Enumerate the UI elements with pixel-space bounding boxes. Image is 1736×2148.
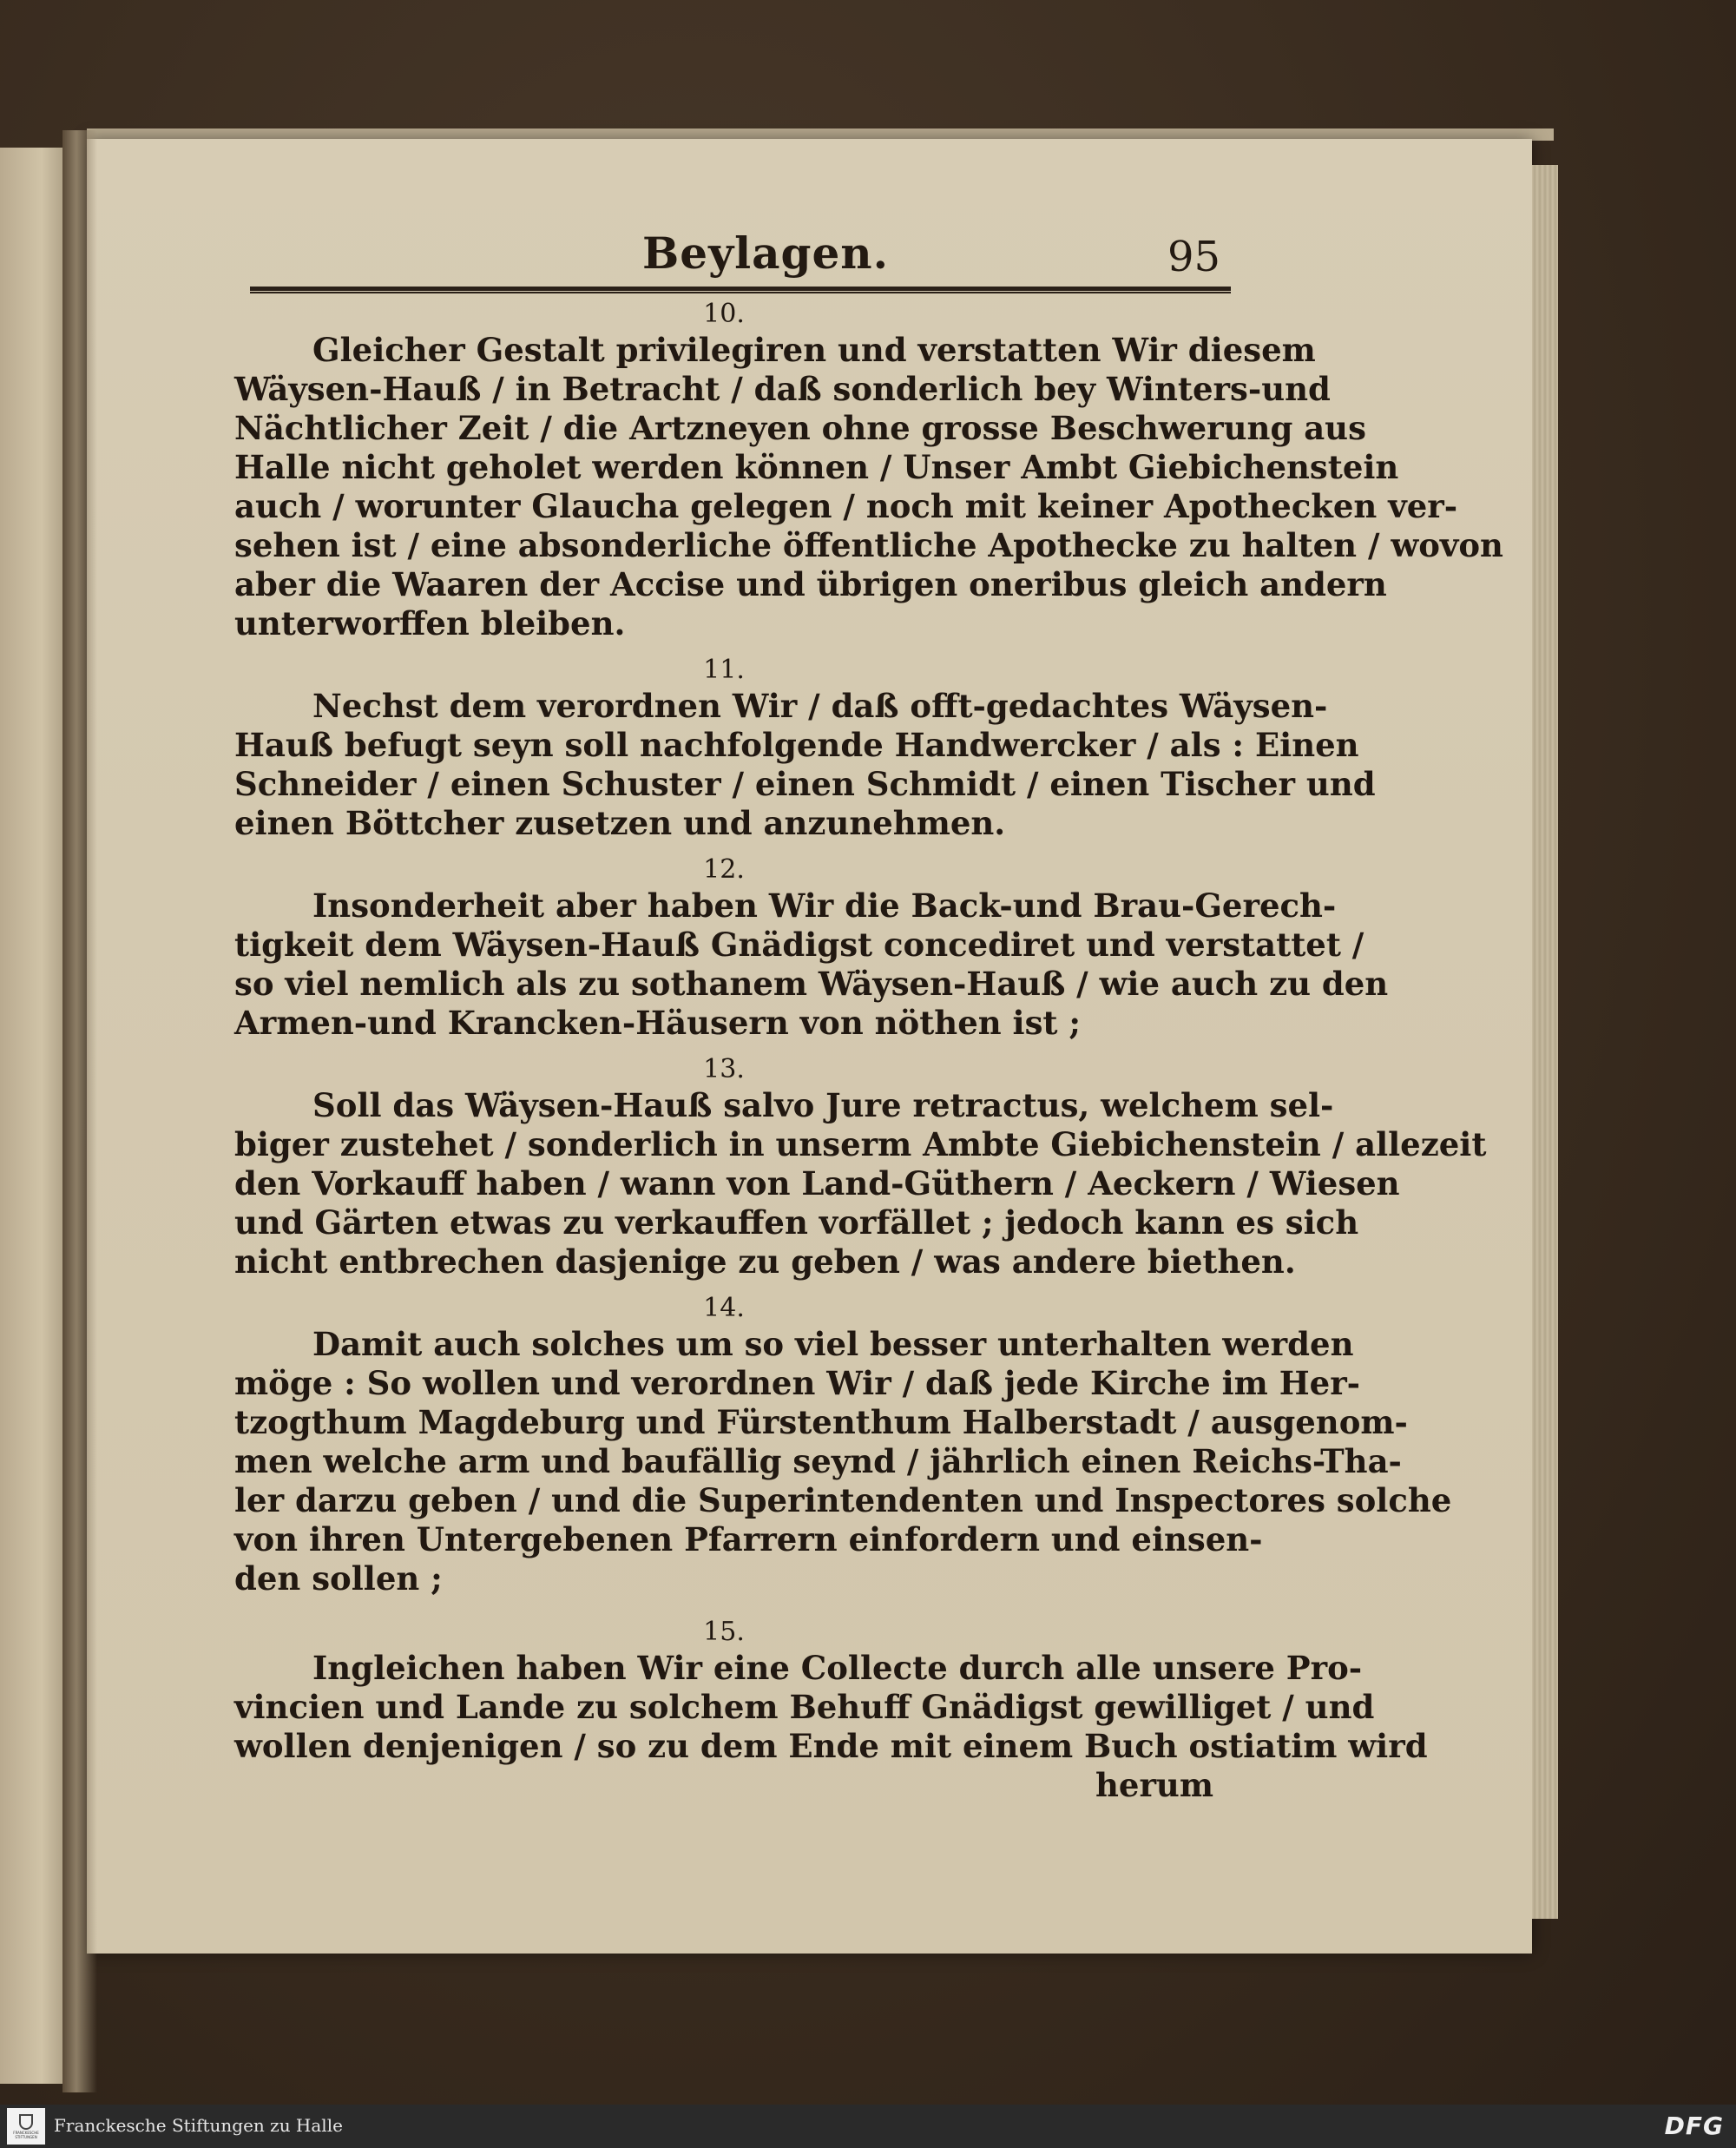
section-15 (234, 1617, 1428, 1805)
header-rule (250, 287, 1231, 293)
section-number: 12. (703, 854, 745, 885)
text-line: Insonderheit aber haben Wir die Back-und Brau-Gerech- (312, 886, 1337, 925)
catchword: herum (1095, 1766, 1213, 1804)
text-line: auch / worunter Glaucha gelegen / noch mit keiner Apothecken ver- (234, 487, 1458, 525)
section-number: 11. (703, 655, 745, 685)
text-line: und Gärten etwas zu verkauffen vorfället ; jedoch kann es sich (234, 1203, 1359, 1242)
institution-logo-text: FRANCKESCHE STIFTUNGEN (13, 2130, 39, 2139)
text-line: unterworffen bleiben. (234, 604, 626, 642)
running-head: Beylagen. (642, 227, 890, 279)
institution-name[interactable]: Franckesche Stiftungen zu Halle (54, 2115, 343, 2136)
section-11 (234, 655, 1376, 843)
text-line: Hauß befugt seyn soll nachfolgende Handwercker / als : Einen (234, 726, 1359, 764)
text-line: Nächtlicher Zeit / die Artzneyen ohne grosse Beschwerung aus (234, 409, 1366, 447)
text-line: biger zustehet / sonderlich in unserm Ambte Giebichenstein / allezeit (234, 1125, 1487, 1163)
section-number: 14. (703, 1293, 745, 1323)
section-13 (234, 1054, 1487, 1282)
text-line: nicht entbrechen dasjenige zu geben / was andere biethen. (234, 1242, 1296, 1281)
page-number: 95 (1167, 233, 1221, 281)
text-line: von ihren Untergebenen Pfarrern einfordern und einsen- (234, 1520, 1263, 1558)
text-line: tzogthum Magdeburg und Fürstenthum Halberstadt / ausgenom- (234, 1403, 1408, 1441)
text-line: einen Böttcher zusetzen und anzunehmen. (234, 804, 1006, 842)
text-line: Armen-und Krancken-Häusern von nöthen ist ; (234, 1004, 1082, 1042)
section-12 (234, 854, 1389, 1043)
section-number: 13. (703, 1054, 745, 1084)
crest-icon (19, 2114, 33, 2130)
viewer-footer (0, 2105, 1736, 2148)
text-line: Nechst dem verordnen Wir / daß offt-gedachtes Wäysen- (312, 687, 1328, 725)
text-line: aber die Waaren der Accise und übrigen oneribus gleich andern (234, 565, 1387, 603)
text-line: Halle nicht geholet werden können / Unser Ambt Giebichenstein (234, 448, 1399, 486)
text-line: den sollen ; (234, 1559, 443, 1598)
page-gutter (62, 130, 97, 2092)
text-line: vincien und Lande zu solchem Behuff Gnädigst gewilliget / und (234, 1688, 1375, 1726)
text-line: sehen ist / eine absonderliche öffentliche Apothecke zu halten / wovon (234, 526, 1503, 564)
text-line: Damit auch solches um so viel besser unterhalten werden (312, 1325, 1354, 1363)
text-line: wollen denjenigen / so zu dem Ende mit einem Buch ostiatim wird (234, 1727, 1428, 1765)
text-line: men welche arm und baufällig seynd / jährlich einen Reichs-Tha- (234, 1442, 1402, 1480)
text-line: den Vorkauff haben / wann von Land-Güthern / Aeckern / Wiesen (234, 1164, 1400, 1202)
text-line: möge : So wollen und verordnen Wir / daß jede Kirche im Her- (234, 1364, 1361, 1402)
dfg-logo[interactable]: DFG (1664, 2112, 1724, 2140)
section-10 (234, 299, 1503, 643)
text-line: Wäysen-Hauß / in Betracht / daß sonderlich bey Winters-und (234, 370, 1331, 408)
section-number: 15. (703, 1617, 745, 1647)
text-line: so viel nemlich als zu sothanem Wäysen-Hauß / wie auch zu den (234, 965, 1389, 1003)
text-line: tigkeit dem Wäysen-Hauß Gnädigst concediret und verstattet / (234, 926, 1364, 964)
page-stack-right-edge (1532, 165, 1558, 1919)
page-body (234, 299, 1503, 1805)
text-line: Ingleichen haben Wir eine Collecte durch alle unsere Pro- (312, 1649, 1363, 1687)
text-line: Soll das Wäysen-Hauß salvo Jure retractus, welchem sel- (312, 1086, 1334, 1124)
section-number: 10. (703, 299, 745, 329)
text-line: ler darzu geben / und die Superintendenten und Inspectores solche (234, 1481, 1452, 1519)
text-line: Schneider / einen Schuster / einen Schmidt / einen Tischer und (234, 765, 1376, 803)
text-line: Gleicher Gestalt privilegiren und verstatten Wir diesem (312, 331, 1316, 369)
verso-page-edge (0, 148, 69, 2084)
institution-logo[interactable] (7, 2108, 45, 2145)
section-14 (234, 1293, 1452, 1598)
